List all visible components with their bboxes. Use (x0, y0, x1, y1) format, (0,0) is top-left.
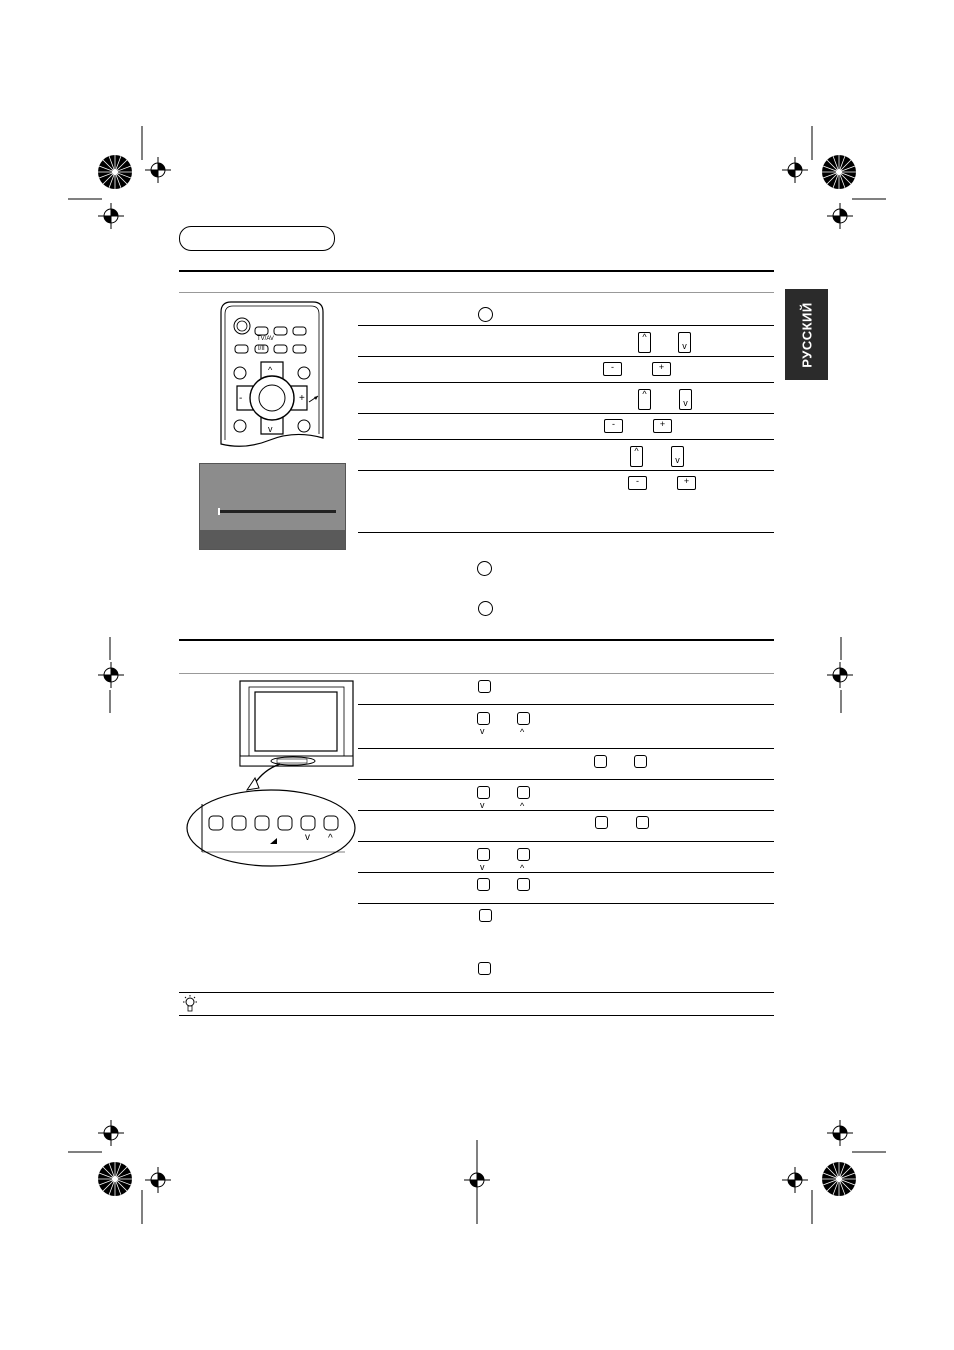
row-divider (358, 903, 774, 904)
tv-button (477, 786, 490, 799)
tv-button (478, 962, 491, 975)
down-marker: v (480, 862, 485, 872)
section-rule (179, 639, 774, 641)
down-key: v (678, 332, 691, 353)
minus-key: - (604, 419, 623, 433)
tv-button (517, 848, 530, 861)
remote-up-key: ^ (268, 365, 273, 375)
tv-button (595, 816, 608, 829)
tv-button (517, 878, 530, 891)
row-divider (358, 810, 774, 811)
remote-minus-key: - (239, 393, 243, 404)
down-key: v (679, 389, 692, 410)
row-divider (358, 532, 774, 533)
section-rule (179, 270, 774, 272)
down-marker: v (480, 726, 485, 736)
row-divider (358, 356, 774, 357)
tv-button (478, 680, 491, 693)
hint-top-rule (179, 992, 774, 993)
plus-key: + (677, 476, 696, 490)
remote-down-key: v (268, 424, 273, 434)
tv-button (634, 755, 647, 768)
row-divider (358, 325, 774, 326)
menu-round-button (477, 561, 492, 576)
tv-button (479, 909, 492, 922)
minus-key: - (628, 476, 647, 490)
row-divider (358, 779, 774, 780)
up-marker: ^ (520, 801, 525, 811)
language-tab (785, 289, 828, 380)
tv-button (594, 755, 607, 768)
row-divider (358, 872, 774, 873)
osd-level-marker (218, 508, 220, 515)
menu-round-button (478, 601, 493, 616)
tv-button (517, 786, 530, 799)
tv-button (477, 712, 490, 725)
tv-panel-down-label: v (305, 832, 310, 843)
remote-plus-key: + (299, 393, 305, 404)
row-divider (358, 704, 774, 705)
row-divider (358, 470, 774, 471)
up-marker: ^ (520, 863, 525, 873)
up-key: ^ (638, 332, 651, 353)
tv-button (636, 816, 649, 829)
section-subrule (179, 673, 774, 674)
remote-tv-av-label: TV/AV (257, 336, 274, 342)
tv-panel-up-label: ^ (328, 833, 333, 844)
up-key: ^ (630, 446, 643, 467)
lightbulb-icon (180, 994, 200, 1014)
remote-ab-label: I/II (258, 346, 265, 352)
row-divider (358, 439, 774, 440)
plus-key: + (652, 362, 671, 376)
pointer-arrow-icon (308, 394, 320, 404)
plus-key: + (653, 419, 672, 433)
tv-button (477, 878, 490, 891)
osd-footer (200, 530, 345, 549)
down-marker: v (480, 800, 485, 810)
osd-screen (199, 463, 346, 550)
section-title-box (179, 226, 335, 251)
tv-button (477, 848, 490, 861)
language-tab-label: РУССКИЙ (799, 301, 814, 368)
menu-round-button (478, 307, 493, 322)
tv-button (517, 712, 530, 725)
hint-bottom-rule (179, 1015, 774, 1016)
up-marker: ^ (520, 727, 525, 737)
minus-key: - (603, 362, 622, 376)
osd-level-bar (218, 510, 336, 513)
row-divider (358, 748, 774, 749)
row-divider (358, 382, 774, 383)
down-key: v (671, 446, 684, 467)
row-divider (358, 841, 774, 842)
up-key: ^ (638, 389, 651, 410)
section-subrule (179, 292, 774, 293)
row-divider (358, 413, 774, 414)
